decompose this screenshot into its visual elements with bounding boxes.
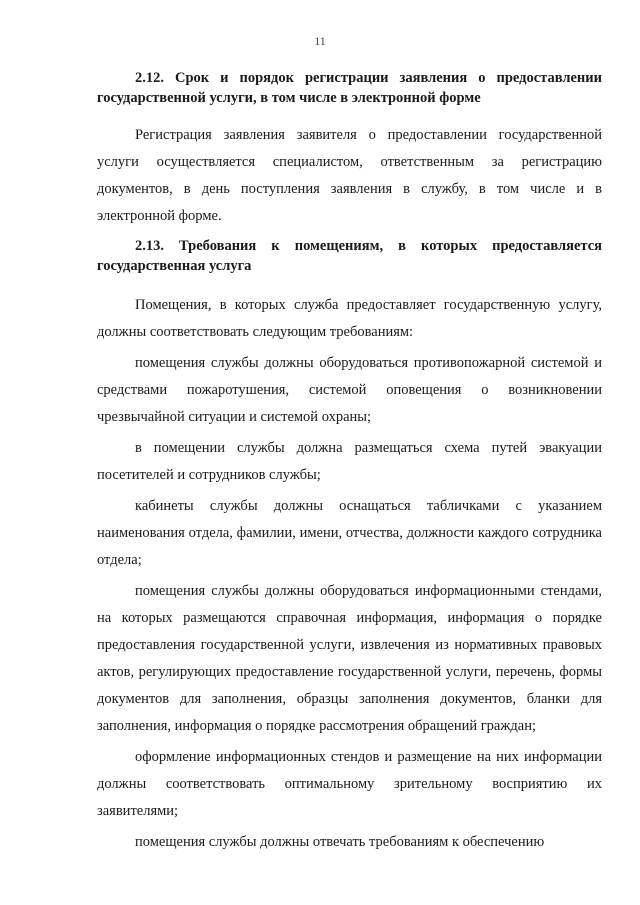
- section-heading: 2.12. Срок и порядок регистрации заявления о предоставлении государственной услуги, в том числе в электронной форме: [97, 70, 602, 106]
- section-2-13: [97, 236, 602, 856]
- document-body: [97, 68, 602, 860]
- page-number: 11: [314, 34, 326, 48]
- paragraph: Помещения, в которых служба предоставляет государственную услугу, должны соответствовать следующим требованиям:: [97, 297, 602, 340]
- paragraph: помещения службы должны отвечать требованиям к обеспечению: [135, 834, 545, 850]
- section-heading: 2.13. Требования к помещениям, в которых предоставляется государственная услуга: [97, 238, 602, 274]
- paragraph: Регистрация заявления заявителя о предоставлении государственной услуги осуществляется специалистом, ответственным за регистрацию документов, в день поступления заявления в службу, в том числе и в электронной форме.: [97, 127, 602, 224]
- paragraph: кабинеты службы должны оснащаться табличками с указанием наименования отдела, фамилии, имени, отчества, должности каждого сотрудника отдела;: [97, 498, 602, 568]
- paragraph: в помещении службы должна размещаться схема путей эвакуации посетителей и сотрудников службы;: [97, 440, 602, 483]
- paragraph: помещения службы должны оборудоваться информационными стендами, на которых размещаются справочная информация, информация о порядке предоставления государственной услуги, извлечения из нормативных правовых актов, регулирующих предоставление государственной услуги, перечень, формы документов для заполнения, образцы заполнения документов, бланки для заполнения, информация о порядке рассмотрения обращений граждан;: [97, 583, 602, 734]
- paragraph: оформление информационных стендов и размещение на них информации должны соответствовать оптимальному зрительному восприятию их заявителями;: [97, 749, 602, 819]
- section-2-12: [97, 68, 602, 230]
- paragraph: помещения службы должны оборудоваться противопожарной системой и средствами пожаротушения, системой оповещения о возникновении чрезвычайной ситуации и системой охраны;: [97, 355, 602, 425]
